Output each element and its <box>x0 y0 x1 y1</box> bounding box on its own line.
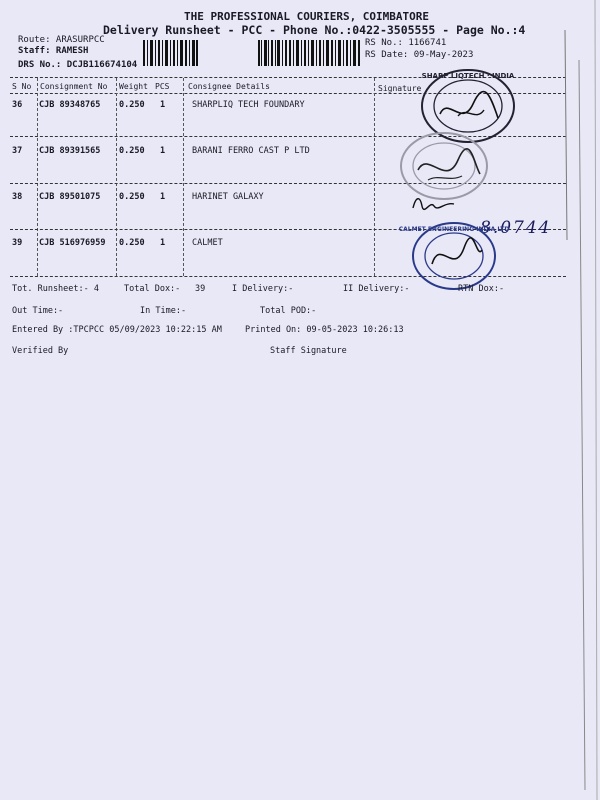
row-consignment: CJB 89501075 <box>39 192 101 202</box>
verified-by: Verified By <box>12 346 69 356</box>
col-consignment-header: Consignment No <box>40 82 108 91</box>
col-sep <box>183 78 184 276</box>
staff-signature: Staff Signature <box>270 346 347 356</box>
stamp-text-top: CALMET ENGINEERING INDIA LTD <box>398 226 510 233</box>
col-weight-header: Weight <box>119 82 148 91</box>
in-time: In Time:- <box>140 306 187 316</box>
col-sep <box>374 78 375 276</box>
row-consignee: HARINET GALAXY <box>192 192 264 202</box>
row-pcs: 1 <box>160 238 166 248</box>
printed-on: Printed On: 09-05-2023 10:26:13 <box>245 325 404 335</box>
rtn-dox: RTN Dox:- <box>458 284 505 294</box>
i-delivery: I Delivery:- <box>232 284 294 294</box>
col-signature-header: Signature <box>378 84 422 93</box>
row-sno: 38 <box>12 192 23 202</box>
row-weight: 0.250 <box>119 192 145 202</box>
rs-number: RS No.: 1166741 <box>365 38 447 48</box>
row-consignee: CALMET <box>192 238 223 248</box>
col-sep <box>116 78 117 276</box>
row-sno: 37 <box>12 146 23 156</box>
row-consignment: CJB 89348765 <box>39 100 101 110</box>
col-sno-header: S No <box>12 82 32 91</box>
col-sep <box>37 78 38 276</box>
row-pcs: 1 <box>160 100 166 110</box>
row-sno: 36 <box>12 100 23 110</box>
row-pcs: 1 <box>160 192 166 202</box>
entered-by: Entered By :TPCPCC 05/09/2023 10:22:15 AM <box>12 325 222 335</box>
col-details-header: Consignee Details <box>188 82 270 91</box>
row-sno: 39 <box>12 238 23 248</box>
rs-date: RS Date: 09-May-2023 <box>365 50 474 60</box>
row-consignment: CJB 89391565 <box>39 146 101 156</box>
company-name: THE PROFESSIONAL COURIERS, COIMBATORE <box>184 10 430 23</box>
total-runsheet: Tot. Runsheet:- 4 <box>12 284 99 294</box>
row-consignment: CJB 516976959 <box>39 238 106 248</box>
barcode-left <box>143 40 198 66</box>
col-pcs-header: PCS <box>155 82 170 91</box>
handwritten-signature <box>410 192 456 214</box>
out-time: Out Time:- <box>12 306 64 316</box>
row-weight: 0.250 <box>119 146 145 156</box>
route-label: Route: ARASURPCC <box>18 35 105 45</box>
row-consignee: SHARPLIQ TECH FOUNDARY <box>192 100 305 110</box>
page-edge <box>555 0 600 800</box>
stamp-text-top: SHARP LIQTECH · INDIA <box>421 72 515 80</box>
ii-delivery: II Delivery:- <box>343 284 410 294</box>
barcode-right <box>258 40 360 66</box>
runsheet-title: Delivery Runsheet - PCC - Phone No.:0422-3505555 - Page No.:4 <box>103 23 526 37</box>
staff-label: Staff: RAMESH <box>18 46 89 56</box>
total-pod: Total POD:- <box>260 306 317 316</box>
row-weight: 0.250 <box>119 100 145 110</box>
row-consignee: BARANI FERRO CAST P LTD <box>192 146 310 156</box>
row-weight: 0.250 <box>119 238 145 248</box>
company-stamp-calmet <box>398 220 510 292</box>
total-dox-value: 39 <box>195 284 206 294</box>
total-dox-label: Total Dox:- <box>124 284 181 294</box>
handwritten-number: 8.0744 <box>480 218 552 238</box>
drs-number: DRS No.: DCJB116674104 <box>18 60 138 70</box>
row-pcs: 1 <box>160 146 166 156</box>
